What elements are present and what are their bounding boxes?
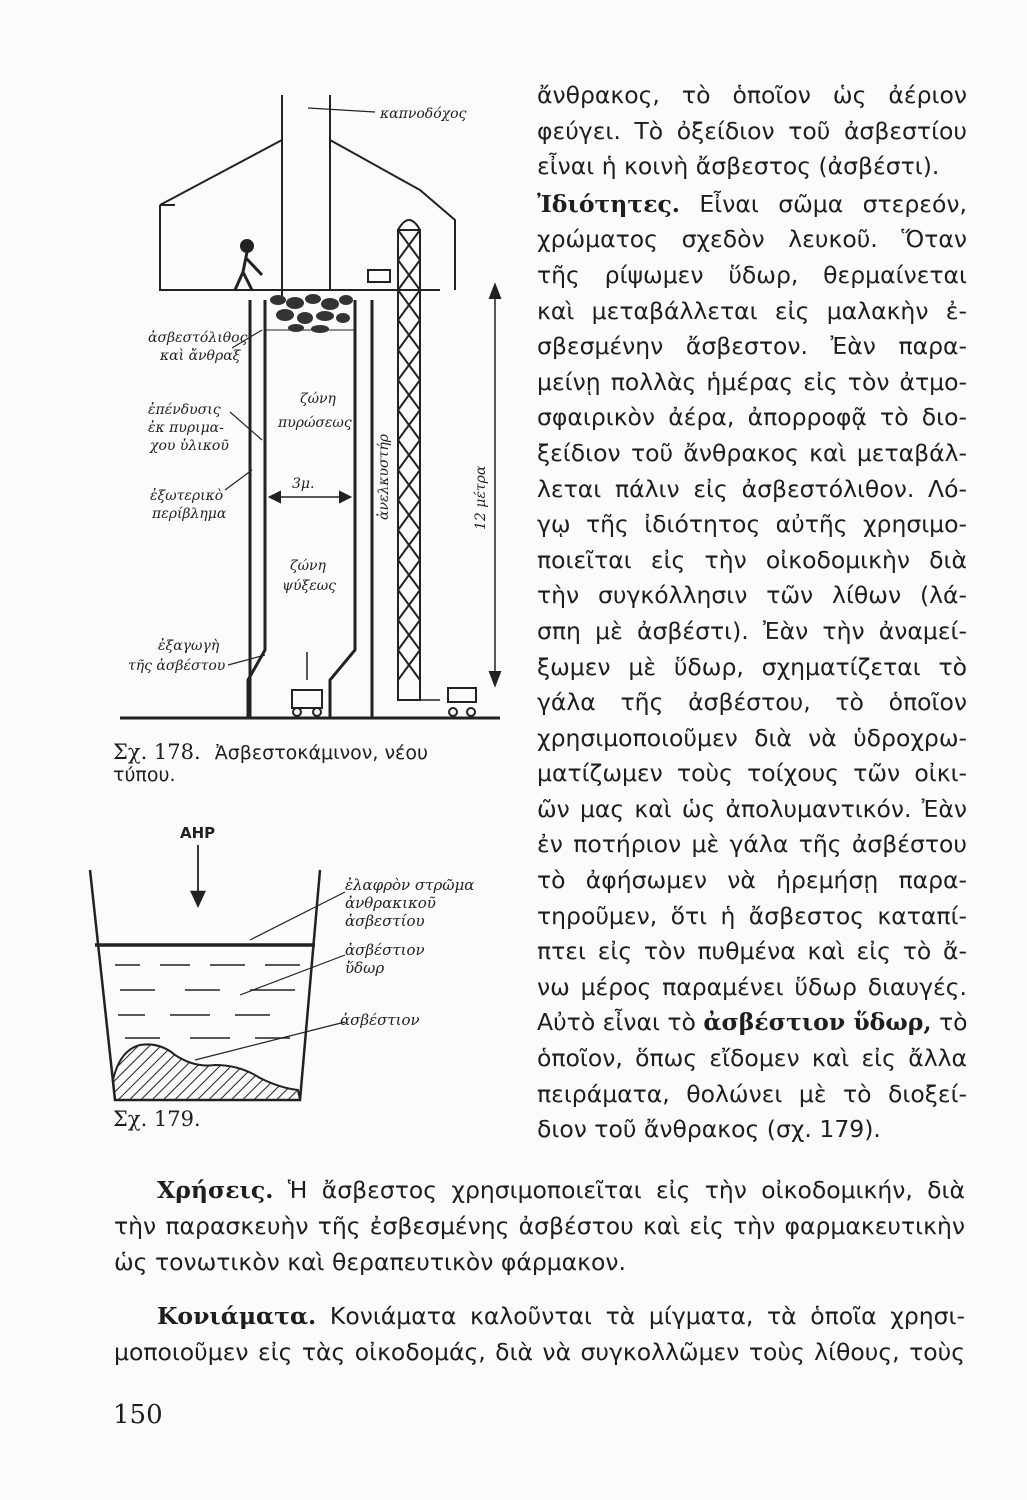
label-combustion-zone: ζώνη bbox=[300, 391, 336, 407]
text-line: πτει εἰς τὸν πυθμένα καὶ εἰς τὸ ἄ- bbox=[537, 937, 967, 966]
page-number: 150 bbox=[113, 1400, 163, 1430]
text-line bbox=[157, 1172, 965, 1208]
text-line: ὡς τονωτικὸν καὶ θεραπευτικὸν φάρμακον. bbox=[114, 1248, 626, 1276]
label-outer-shell: ἐξωτερικὸ bbox=[150, 488, 224, 504]
text-line: ματίζωμεν τοὺς τοίχους τῶν οἰκι- bbox=[537, 759, 967, 788]
text-line: καὶ μεταβάλλεται εἰς μαλακὴν ἐ- bbox=[537, 296, 967, 325]
limewater-term: ἀσβέστιον ὕδωρ, bbox=[703, 1008, 932, 1037]
label-lining-3: χου ὑλικοῦ bbox=[150, 438, 229, 454]
uses-heading: Χρήσεις. bbox=[157, 1176, 274, 1204]
label-lining: ἐπένδυσις bbox=[148, 402, 221, 418]
figure-179-lime-water bbox=[0, 810, 520, 1130]
label-sediment: ἀσβέστιον bbox=[340, 1011, 420, 1029]
text-line bbox=[537, 1005, 967, 1041]
mortars-heading: Κονιάματα. bbox=[157, 1302, 317, 1330]
mortars-paragraph bbox=[114, 1298, 965, 1370]
figure-178-number: Σχ. 178. bbox=[113, 740, 201, 764]
text-line: ἐν ποτήριον μὲ γάλα τῆς ἀσβέστου bbox=[537, 830, 967, 859]
text-line: σπη μὲ ἀσβέστι). Ἐὰν τὴν ἀναμεί- bbox=[537, 616, 967, 645]
text-line: φεύγει. Τὸ ὀξείδιον τοῦ ἀσβεστίου bbox=[537, 116, 967, 145]
text-fragment: Ἡ ἄσβεστος χρησιμοποιεῖται εἰς τὴν οἰκοδομικήν, διὰ bbox=[287, 1176, 965, 1204]
label-lime-water: ἀσβέστιον bbox=[345, 941, 425, 959]
text-line: λεται πάλιν εἰς ἀσβεστόλιθον. Λό- bbox=[537, 474, 967, 503]
figure-178-title-2: τύπου. bbox=[113, 764, 176, 786]
figure-179-number: Σχ. 179. bbox=[113, 1107, 201, 1131]
text-line bbox=[537, 187, 967, 223]
text-fragment: τὸ bbox=[939, 1008, 968, 1037]
text-fragment: Κονιάματα καλοῦνται τὰ μίγματα, τὰ ὁποῖα χρησι- bbox=[329, 1302, 965, 1330]
properties-heading: Ἰδιότητες. bbox=[537, 189, 680, 218]
text-line: εἶναι ἡ κοινὴ ἄσβεστος (ἀσβέστι). bbox=[537, 152, 940, 181]
label-crust-2: ἀνθρακικοῦ bbox=[345, 894, 436, 912]
figure-178-title: Ἀσβεστοκάμινον, νέου bbox=[214, 742, 428, 764]
label-air: ΑΗΡ bbox=[180, 824, 216, 842]
text-line bbox=[157, 1298, 965, 1334]
text-line: γῳ τῆς ἰδιότητος αὐτῆς χρησιμο- bbox=[537, 510, 967, 539]
text-line: ὁποῖον, ὅπως εἴδομεν καὶ εἰς ἄλλα bbox=[537, 1044, 967, 1073]
text-fragment: Αὐτὸ εἶναι τὸ bbox=[537, 1008, 696, 1037]
right-column-text bbox=[537, 78, 967, 1148]
text-line: τῆς ρίψωμεν ὕδωρ, θερμαίνεται bbox=[537, 260, 967, 289]
label-lime-removal: ἐξαγωγὴ bbox=[158, 638, 220, 654]
text-line: σβεσμένην ἄσβεστον. Ἐὰν παρα- bbox=[537, 332, 967, 361]
text-line: τηροῦμεν, ὅτι ἡ ἄσβεστος καταπί- bbox=[537, 901, 967, 930]
text-line: νω μέρος παραμένει ὕδωρ διαυγές. bbox=[537, 972, 967, 1001]
label-chimney: καπνοδόχος bbox=[380, 106, 467, 122]
label-lining-2: ἐκ πυριμα- bbox=[148, 420, 224, 436]
text-line: τὸ ἀφήσωμεν νὰ ἠρεμήσῃ παρα- bbox=[537, 866, 967, 895]
figure-178-lime-kiln bbox=[0, 0, 520, 740]
text-fragment: Εἶναι σῶμα στερεόν, bbox=[699, 189, 967, 218]
text-line: πειράματα, θολώνει μὲ τὸ διοξεί- bbox=[537, 1079, 967, 1108]
text-line: μείνῃ πολλὰς ἡμέρας εἰς τὸν ἀτμο- bbox=[537, 367, 967, 396]
label-elevator: ἀνελκυστήρ bbox=[376, 434, 392, 520]
label-outer-shell-2: περίβλημα bbox=[152, 506, 227, 522]
figure-178-caption bbox=[113, 740, 523, 786]
text-line: ῶν μας καὶ ὡς ἀπολυμαντικόν. Ἐὰν bbox=[537, 794, 967, 823]
figure-179-caption bbox=[113, 1107, 201, 1131]
text-line: τὴν συγκόλλησιν τῶν λίθων (λά- bbox=[537, 581, 967, 610]
text-line: τὴν παρασκευὴν τῆς ἐσβεσμένης ἀσβέστου καὶ εἰς τὴν φαρμακευτικὴν bbox=[114, 1212, 965, 1240]
label-limestone-coal: ἀσβεστόλιθος bbox=[148, 330, 248, 346]
label-cooling-zone: ζώνη bbox=[290, 558, 326, 574]
label-width: 3μ. bbox=[292, 476, 315, 492]
label-combustion-zone-2: πυρώσεως bbox=[278, 415, 352, 431]
label-lime-removal-2: τῆς ἀσβέστου bbox=[128, 658, 226, 674]
label-crust: ἐλαφρὸν στρῶμα bbox=[345, 876, 475, 894]
label-limestone-coal-2: καὶ ἄνθραξ bbox=[160, 348, 241, 364]
text-line: ξωμεν μὲ ὕδωρ, σχηματίζεται τὸ bbox=[537, 652, 967, 681]
text-line: σφαιρικὸν ἀέρα, ἀπορροφᾷ τὸ διο- bbox=[537, 403, 967, 432]
text-line: χρώματος σχεδὸν λευκοῦ. Ὅταν bbox=[537, 225, 967, 254]
text-line: χρησιμοποιοῦμεν διὰ νὰ ὑδροχρω- bbox=[537, 723, 967, 752]
text-line: γάλα τῆς ἀσβέστου, τὸ ὁποῖον bbox=[537, 688, 967, 717]
text-line: ἄνθρακος, τὸ ὁποῖον ὡς ἀέριον bbox=[537, 81, 967, 109]
label-crust-3: ἀσβεστίου bbox=[345, 912, 425, 930]
label-cooling-zone-2: ψύξεως bbox=[282, 578, 336, 594]
text-line: ποιεῖται εἰς τὴν οἰκοδομικὴν διὰ bbox=[537, 545, 967, 574]
label-height: 12 μέτρα bbox=[473, 465, 489, 530]
text-line: ξείδιον τοῦ ἄνθρακος καὶ μεταβάλ- bbox=[537, 438, 967, 467]
text-line: διον τοῦ ἄνθρακος (σχ. 179). bbox=[537, 1115, 881, 1144]
text-line: μοποιοῦμεν εἰς τὰς οἰκοδομάς, διὰ νὰ συγκολλῶμεν τοὺς λίθους, τοὺς bbox=[114, 1338, 965, 1366]
uses-paragraph bbox=[114, 1172, 965, 1280]
label-lime-water-2: ὕδωρ bbox=[345, 959, 385, 977]
